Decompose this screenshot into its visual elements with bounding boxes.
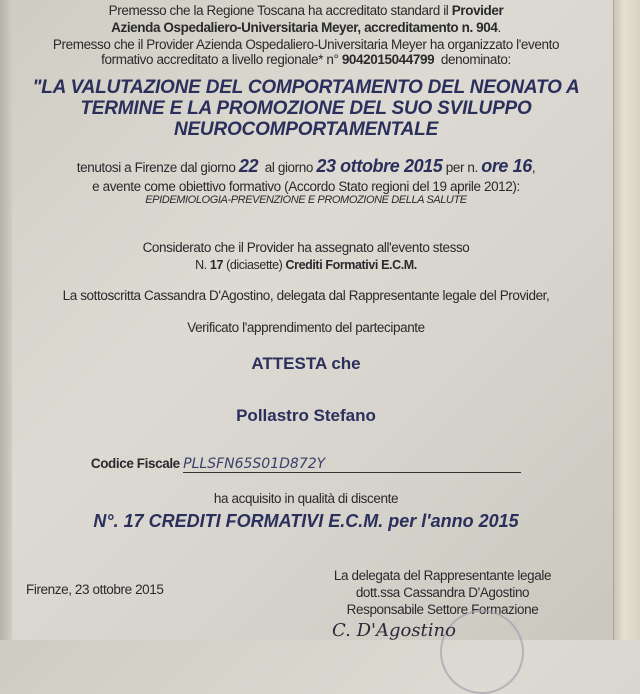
text: per n. — [442, 160, 482, 175]
day-from: 22 — [238, 156, 259, 176]
day-to: 23 ottobre 2015 — [316, 156, 443, 176]
signer-name: dott.ssa Cassandra D'Agostino — [355, 585, 530, 600]
event-title-line-2: TERMINE E LA PROMOZIONE DEL SUO SVILUPPO — [80, 98, 532, 119]
codice-fiscale-label: Codice Fiscale — [90, 456, 180, 471]
verificato-line: Verificato l'apprendimento del partecipante — [187, 320, 425, 335]
place-date: Firenze, 23 ottobre 2015 — [26, 582, 164, 597]
premessa-line-4 — [0, 52, 612, 67]
considerato-line: Considerato che il Provider ha assegnato all'evento stesso — [142, 240, 470, 255]
signature: C. D'Agostino — [332, 620, 456, 641]
provider-label: Provider — [451, 3, 504, 18]
event-dates — [0, 156, 612, 177]
text: tenutosi a Firenze dal giorno — [76, 160, 239, 175]
text: denominato: — [434, 52, 511, 67]
text: . — [497, 20, 501, 35]
objective-value: EPIDEMIOLOGIA-PREVENZIONE E PROMOZIONE DELLA SALUTE — [145, 194, 467, 206]
provider-name: Azienda Ospedaliero-Universitaria Meyer, accreditamento n. 904 — [111, 20, 498, 35]
event-title-line-1: "LA VALUTAZIONE DEL COMPORTAMENTO DEL NEONATO A — [32, 77, 580, 98]
event-number: 9042015044799 — [341, 52, 435, 67]
participant-name: Pollastro Stefano — [236, 406, 376, 425]
acquisito-line: ha acquisito in qualità di discente — [213, 491, 399, 506]
sottoscritta-line: La sottoscritta Cassandra D'Agostino, delegata dal Rappresentante legale del Provider, — [62, 288, 550, 303]
frame-right — [613, 0, 640, 640]
signer-title: Responsabile Settore Formazione — [346, 602, 539, 617]
credits-assigned — [0, 258, 612, 272]
objective-line: e avente come obiettivo formativo (Accordo Stato regioni del 19 aprile 2012): — [92, 179, 520, 194]
text: , — [531, 160, 536, 175]
text: Premesso che la Regione Toscana ha accreditato standard il — [108, 3, 452, 18]
text: N. — [195, 258, 210, 272]
premessa-line-2 — [0, 20, 612, 35]
attesta-heading: ATTESTA che — [251, 354, 361, 373]
codice-fiscale-value: PLLSFN65S01D872Y — [183, 456, 326, 472]
credits-number: 17 — [209, 258, 223, 272]
text: formativo accreditato a livello regionale* n° — [101, 52, 342, 67]
text: al giorno — [258, 160, 317, 175]
signer-block — [300, 567, 585, 618]
premessa-line-3: Premesso che il Provider Azienda Ospedaliero-Universitaria Meyer ha organizzato l'evento — [52, 37, 560, 52]
credits-label: Crediti Formativi E.C.M. — [285, 258, 417, 272]
text: (diciasette) — [223, 258, 286, 272]
signer-role: La delegata del Rappresentante legale — [333, 568, 552, 583]
credits-final: N°. 17 CREDITI FORMATIVI E.C.M. per l'anno 2015 — [93, 511, 519, 531]
event-title-line-3: NEUROCOMPORTAMENTALE — [173, 119, 439, 140]
hours: ore 16 — [481, 156, 532, 176]
codice-fiscale-row — [0, 456, 612, 473]
premessa-line-1 — [0, 3, 612, 18]
